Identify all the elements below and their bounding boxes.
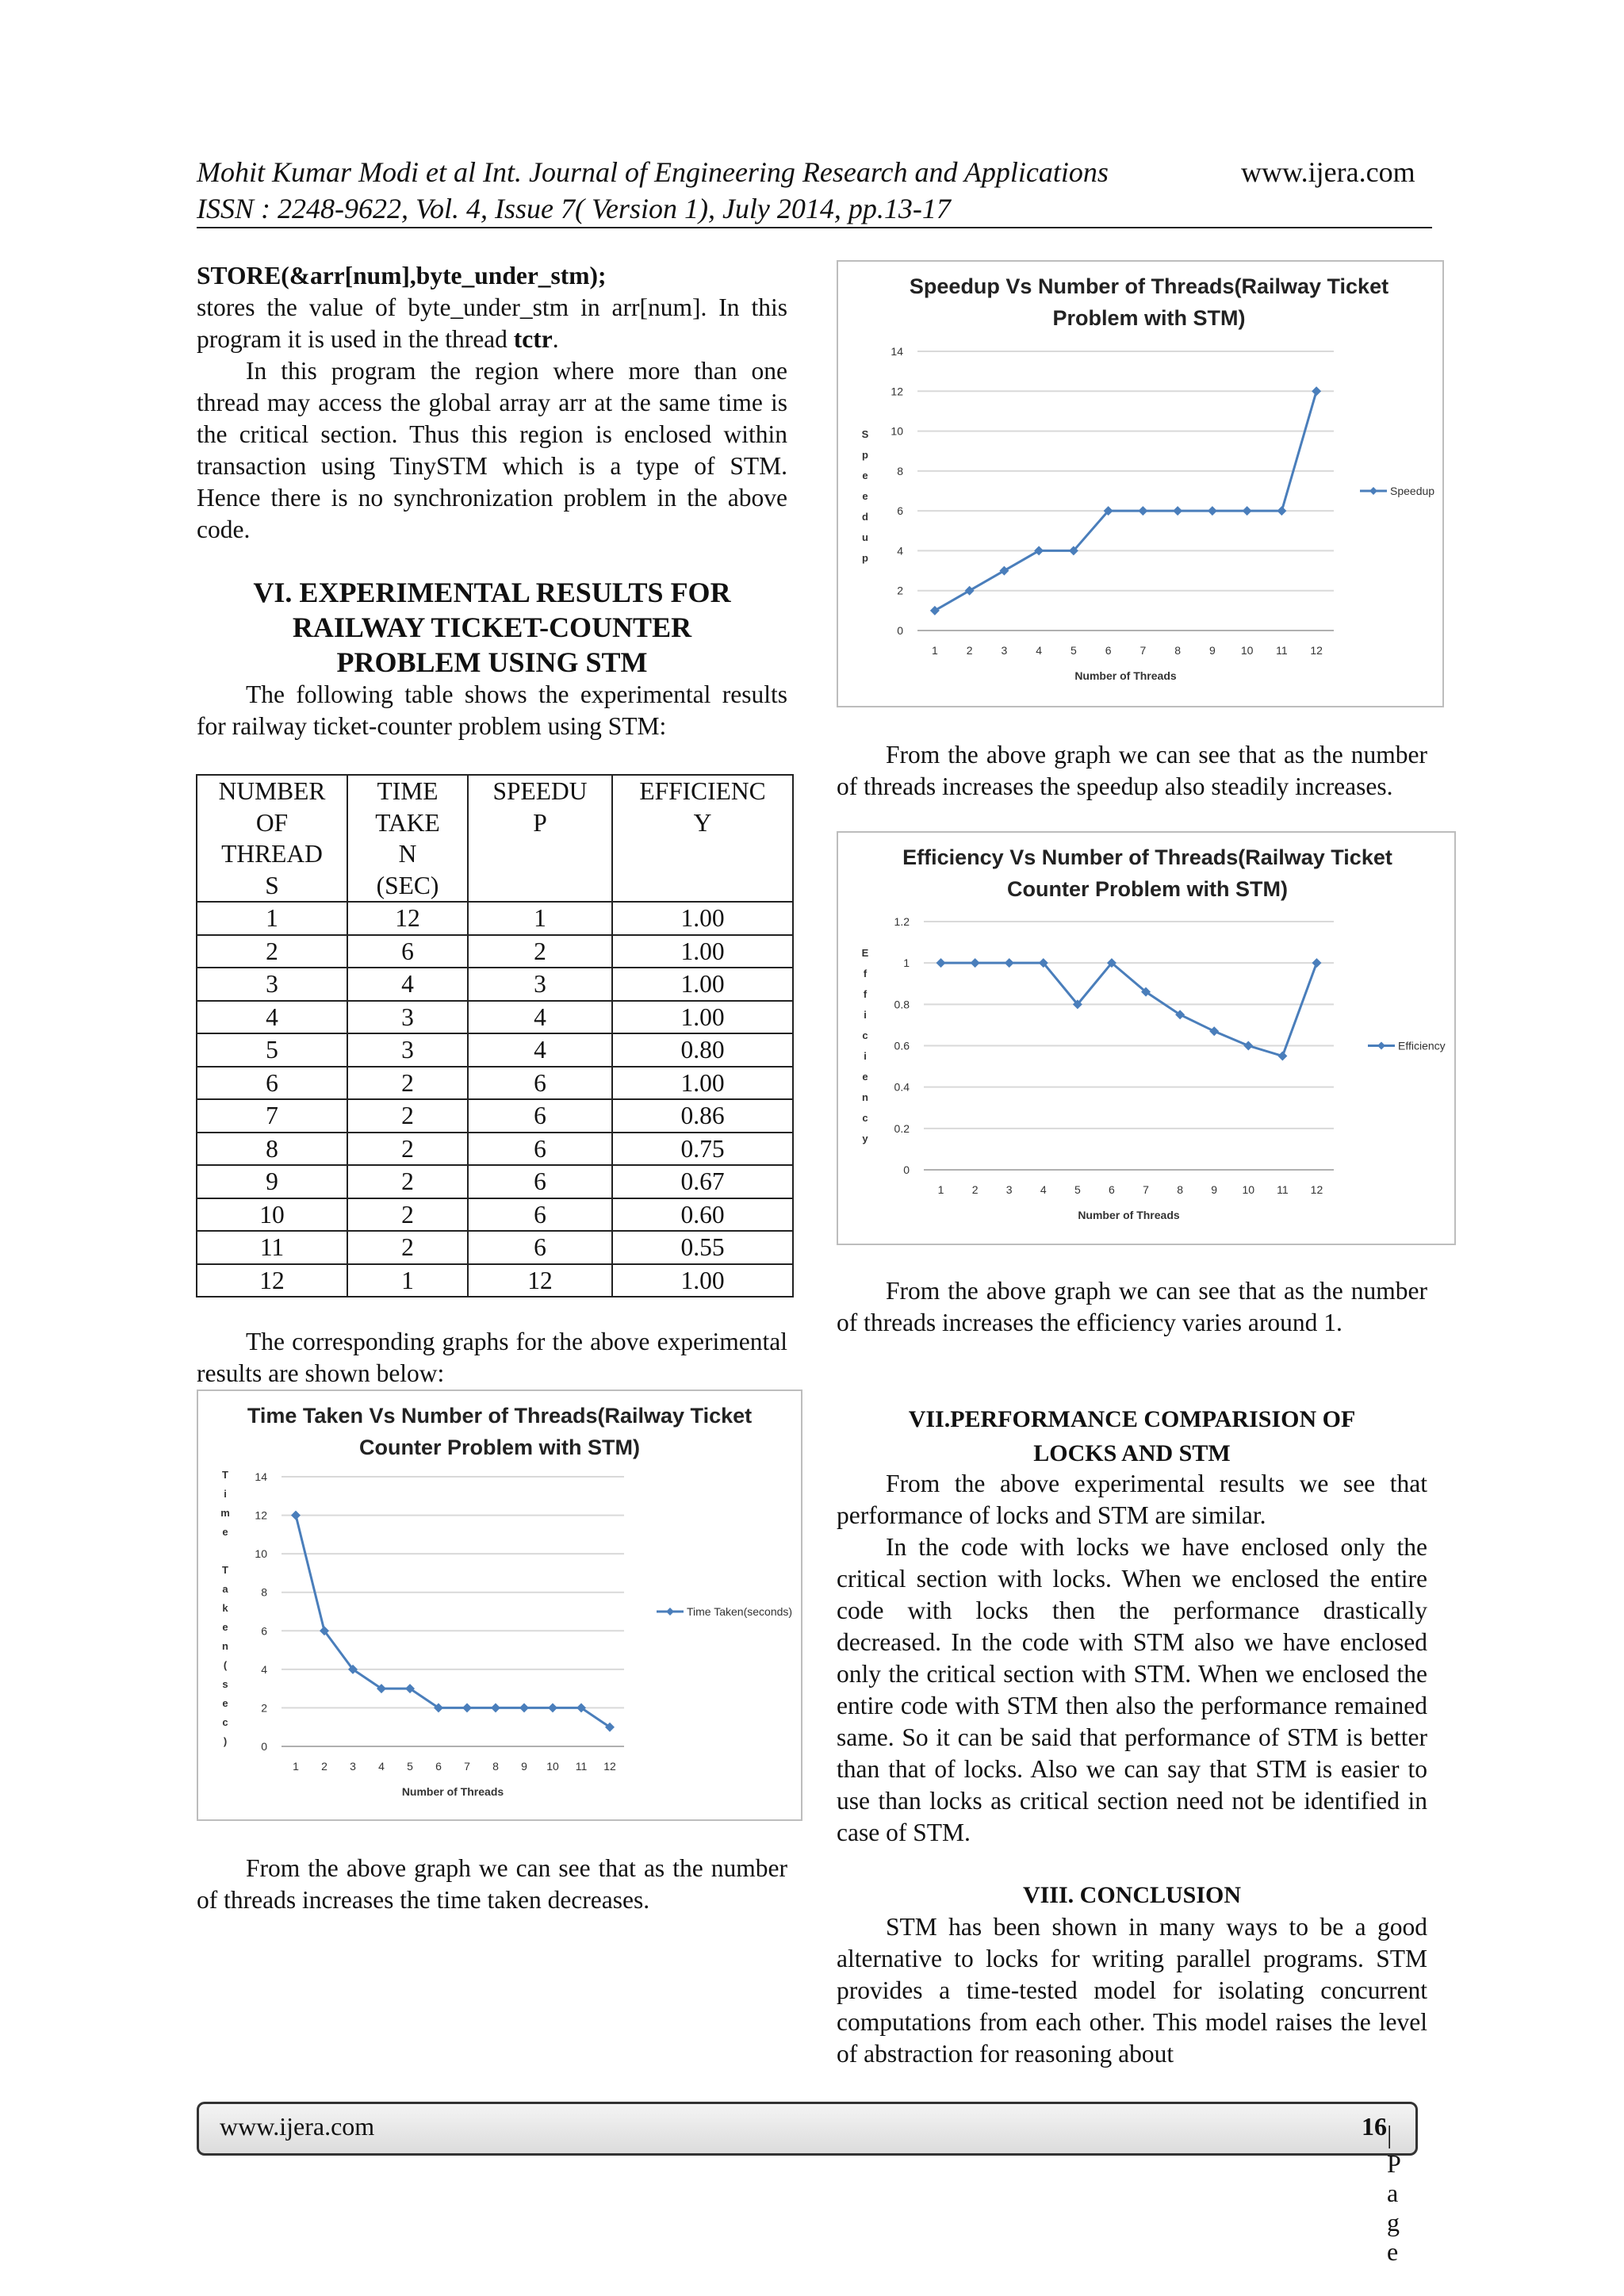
y-tick-label: 10 xyxy=(255,1547,267,1561)
header-speedup xyxy=(468,775,612,902)
x-tick-label: 8 xyxy=(1174,644,1182,657)
table-row xyxy=(197,1067,793,1100)
y-axis-title-char: E xyxy=(861,947,869,959)
legend-label: Efficiency xyxy=(1398,1039,1446,1052)
y-tick-label: 8 xyxy=(261,1585,267,1599)
x-tick-label: 3 xyxy=(350,1760,356,1773)
data-point xyxy=(1243,1041,1253,1051)
y-tick-label: 0.6 xyxy=(894,1039,910,1052)
table-intro: The following table shows the experimental results for railway ticket-counter problem using STM: xyxy=(197,680,787,740)
left-p1-end: . xyxy=(552,325,559,353)
left-paragraph-4 xyxy=(197,1326,787,1389)
series-line xyxy=(935,391,1316,611)
header-threads xyxy=(197,775,347,902)
data-point xyxy=(936,958,946,968)
header-line: S xyxy=(265,871,279,899)
x-tick-label: 4 xyxy=(378,1760,385,1773)
y-tick-label: 6 xyxy=(261,1624,267,1638)
y-axis-title-char: e xyxy=(222,1526,228,1538)
left-paragraph-3 xyxy=(197,679,787,742)
data-point xyxy=(930,606,940,615)
x-tick-label: 1 xyxy=(293,1760,299,1773)
table-cell: 1 xyxy=(197,902,347,935)
table-cell: 2 xyxy=(347,1099,468,1133)
y-axis-title-char: e xyxy=(862,490,868,502)
y-tick-label: 10 xyxy=(891,424,903,438)
y-axis-title-char: i xyxy=(224,1488,227,1500)
y-axis-title-char: p xyxy=(862,449,868,461)
legend-label: Speedup xyxy=(1390,485,1435,497)
section-6-heading-line3: PROBLEM USING STM xyxy=(336,646,648,678)
left-p1-text: stores the value of byte_under_stm in arr[num]. In this program it is used in the thread xyxy=(197,293,787,353)
x-tick-label: 5 xyxy=(407,1760,413,1773)
data-point xyxy=(548,1703,557,1712)
table-cell: 4 xyxy=(468,1033,612,1067)
conclusion-text: STM has been shown in many ways to be a good alternative to locks for writing parallel programs. STM provides a time-tested model for isolating concurrent computations from each other. This model raises the level of abstraction for reasoning about xyxy=(837,1913,1427,2068)
x-tick-label: 9 xyxy=(1211,1183,1218,1196)
table-cell: 2 xyxy=(347,1165,468,1198)
table-cell: 0.67 xyxy=(612,1165,793,1198)
speedup-conclusion: From the above graph we can see that as the number of threads increases the speedup also steadily increases. xyxy=(837,741,1427,800)
right-paragraph-5 xyxy=(837,1911,1427,2070)
y-tick-label: 0 xyxy=(261,1740,267,1753)
table-cell: 1.00 xyxy=(612,935,793,968)
data-point xyxy=(1173,506,1182,516)
graphs-intro: The corresponding graphs for the above experimental results are shown below: xyxy=(197,1328,787,1387)
y-tick-label: 12 xyxy=(891,385,903,398)
legend-marker xyxy=(666,1608,674,1616)
table-cell: 1.00 xyxy=(612,1264,793,1297)
table-cell: 2 xyxy=(347,1133,468,1166)
table-cell: 12 xyxy=(347,902,468,935)
time-conclusion: From the above graph we can see that as the number of threads increases the time taken decreases. xyxy=(197,1854,787,1914)
header-line: OF xyxy=(255,808,289,837)
data-point xyxy=(491,1703,500,1712)
x-tick-label: 8 xyxy=(1177,1183,1184,1196)
section-6-heading-line1: VI. EXPERIMENTAL RESULTS FOR xyxy=(253,577,731,608)
header-line: N xyxy=(398,840,417,868)
table-row xyxy=(197,1001,793,1034)
table-header-row xyxy=(197,775,793,902)
efficiency-conclusion: From the above graph we can see that as the number of threads increases the efficiency varies around 1. xyxy=(837,1277,1427,1336)
data-point xyxy=(965,586,975,596)
y-tick-label: 12 xyxy=(255,1508,267,1522)
x-tick-label: 7 xyxy=(1143,1183,1149,1196)
table-row xyxy=(197,968,793,1001)
table-cell: 4 xyxy=(468,1001,612,1034)
x-tick-label: 12 xyxy=(1310,1183,1323,1196)
x-tick-label: 11 xyxy=(1277,1183,1289,1196)
table-cell: 4 xyxy=(347,968,468,1001)
x-tick-label: 2 xyxy=(971,1183,979,1196)
y-axis-title-char: T xyxy=(222,1469,228,1481)
y-axis-title-char: T xyxy=(222,1564,228,1576)
x-tick-label: 9 xyxy=(1208,644,1216,657)
table-row xyxy=(197,935,793,968)
table-row xyxy=(197,1231,793,1264)
y-tick-label: 0 xyxy=(897,624,903,637)
time-chart-svg xyxy=(198,1391,801,1819)
header-time xyxy=(347,775,468,902)
x-axis-title: Number of Threads xyxy=(1078,1209,1180,1221)
table-cell: 5 xyxy=(197,1033,347,1067)
header-rule xyxy=(197,227,1432,228)
x-tick-label: 11 xyxy=(575,1760,588,1773)
y-tick-label: 0.8 xyxy=(894,998,910,1011)
legend-label: Time Taken(seconds) xyxy=(687,1605,793,1618)
chart-title: Counter Problem with STM) xyxy=(359,1435,640,1459)
chart-title: Speedup Vs Number of Threads(Railway Ticket xyxy=(909,274,1389,298)
table-row xyxy=(197,902,793,935)
data-point xyxy=(1277,1052,1287,1061)
table-cell: 2 xyxy=(197,935,347,968)
x-tick-label: 12 xyxy=(1310,644,1323,657)
journal-header-line2: ISSN : 2248-9622, Vol. 4, Issue 7( Version 1), July 2014, pp.13-17 xyxy=(197,193,951,224)
y-axis-title-char: c xyxy=(862,1029,868,1041)
x-tick-label: 10 xyxy=(1240,644,1254,657)
header-line: Y xyxy=(693,808,712,837)
table-cell: 6 xyxy=(347,935,468,968)
y-axis-title-char: d xyxy=(862,511,868,523)
table-row xyxy=(197,1198,793,1232)
journal-header-site[interactable]: www.ijera.com xyxy=(1241,156,1415,188)
section-7-heading-line1: VII.PERFORMANCE COMPARISION OF xyxy=(908,1406,1356,1432)
data-point xyxy=(1312,386,1321,396)
x-tick-label: 7 xyxy=(464,1760,470,1773)
x-tick-label: 6 xyxy=(1105,644,1112,657)
header-line: (SEC) xyxy=(376,871,439,899)
table-cell: 0.60 xyxy=(612,1198,793,1232)
legend-marker xyxy=(1377,1042,1385,1050)
table-body xyxy=(197,902,793,1297)
x-axis-title: Number of Threads xyxy=(1074,669,1177,682)
y-axis-title-char: u xyxy=(862,531,868,543)
footer-site[interactable]: www.ijera.com xyxy=(220,2112,375,2141)
page-footer xyxy=(197,2102,1418,2266)
y-tick-label: 0.2 xyxy=(894,1121,910,1135)
x-tick-label: 10 xyxy=(1242,1183,1255,1196)
table-row xyxy=(197,1033,793,1067)
table-cell: 1.00 xyxy=(612,902,793,935)
x-tick-label: 2 xyxy=(966,644,973,657)
table-cell: 11 xyxy=(197,1231,347,1264)
x-tick-label: 9 xyxy=(521,1760,527,1773)
right-paragraph-3-4 xyxy=(837,1468,1427,1849)
page-number: 16 xyxy=(1362,2112,1387,2141)
x-tick-label: 6 xyxy=(435,1760,442,1773)
series-line xyxy=(941,963,1317,1056)
x-tick-label: 3 xyxy=(1001,644,1008,657)
header-line: NUMBER xyxy=(218,777,326,805)
x-tick-label: 4 xyxy=(1040,1183,1047,1196)
table-cell: 7 xyxy=(197,1099,347,1133)
table-cell: 6 xyxy=(468,1231,612,1264)
left-paragraph-2: In this program the region where more than one thread may access the global array arr at the same time is the critical section. Thus this region is enclosed within transaction using TinySTM which is a type of STM. Hence there is no synchronization problem in the above code. xyxy=(197,357,787,543)
data-point xyxy=(519,1703,529,1712)
y-axis-title-char: k xyxy=(222,1602,228,1614)
header-line: EFFICIENC xyxy=(639,777,766,805)
page-label: | P a g e xyxy=(1387,2120,1400,2266)
efficiency-chart-svg xyxy=(838,833,1454,1244)
y-axis-title-char: e xyxy=(222,1697,228,1709)
x-axis-title: Number of Threads xyxy=(401,1785,504,1798)
table-row xyxy=(197,1099,793,1133)
y-axis-title-char: p xyxy=(862,552,868,564)
table-cell: 0.55 xyxy=(612,1231,793,1264)
y-tick-label: 0.4 xyxy=(894,1080,910,1094)
section-8-heading: VIII. CONCLUSION xyxy=(1022,1882,1242,1908)
left-paragraph-5 xyxy=(197,1853,787,1916)
table-cell: 3 xyxy=(197,968,347,1001)
y-tick-label: 0 xyxy=(903,1163,910,1176)
header-line: TAKE xyxy=(375,808,440,837)
table-cell: 1.00 xyxy=(612,968,793,1001)
x-tick-label: 2 xyxy=(321,1760,327,1773)
header-line: P xyxy=(533,808,547,837)
chart-title: Counter Problem with STM) xyxy=(1007,877,1288,901)
y-axis-title-char: n xyxy=(222,1640,228,1652)
y-axis-title-char: ) xyxy=(223,1735,228,1747)
table-cell: 6 xyxy=(468,1099,612,1133)
table-cell: 9 xyxy=(197,1165,347,1198)
y-tick-label: 4 xyxy=(261,1662,267,1676)
table-cell: 12 xyxy=(197,1264,347,1297)
x-tick-label: 11 xyxy=(1276,644,1288,657)
data-point xyxy=(999,566,1009,576)
y-tick-label: 14 xyxy=(255,1470,267,1483)
y-axis-title-char: e xyxy=(862,470,868,481)
data-point xyxy=(1208,506,1217,516)
x-tick-label: 5 xyxy=(1074,1183,1081,1196)
y-axis-title-char: S xyxy=(861,428,869,440)
data-point xyxy=(1138,506,1147,516)
y-axis-title-char: ( xyxy=(223,1659,228,1671)
x-tick-label: 1 xyxy=(931,644,938,657)
table-cell: 12 xyxy=(468,1264,612,1297)
table-row xyxy=(197,1264,793,1297)
header-line: SPEEDU xyxy=(492,777,588,805)
table-cell: 2 xyxy=(347,1198,468,1232)
y-axis-title-char: m xyxy=(220,1507,230,1519)
table-cell: 3 xyxy=(347,1001,468,1034)
table-cell: 6 xyxy=(468,1133,612,1166)
x-tick-label: 3 xyxy=(1005,1183,1013,1196)
x-tick-label: 7 xyxy=(1139,644,1147,657)
table-cell: 0.75 xyxy=(612,1133,793,1166)
chart-title: Time Taken Vs Number of Threads(Railway Ticket xyxy=(247,1404,753,1428)
tctr-term: tctr xyxy=(513,325,553,353)
speedup-chart-svg xyxy=(838,262,1442,706)
header-efficiency xyxy=(612,775,793,902)
y-tick-label: 8 xyxy=(897,464,903,477)
y-axis-title-char: a xyxy=(222,1583,228,1595)
y-tick-label: 14 xyxy=(891,345,903,358)
x-tick-label: 8 xyxy=(492,1760,499,1773)
right-paragraph-2 xyxy=(837,1275,1427,1339)
table-cell: 2 xyxy=(347,1067,468,1100)
efficiency-chart xyxy=(837,831,1456,1245)
table-row xyxy=(197,1133,793,1166)
y-axis-title-char: f xyxy=(863,968,868,979)
table-cell: 3 xyxy=(347,1033,468,1067)
x-tick-label: 12 xyxy=(603,1760,616,1773)
left-paragraph-1 xyxy=(197,292,787,355)
header-line: TIME xyxy=(377,777,439,805)
data-point xyxy=(1277,506,1286,516)
x-tick-label: 10 xyxy=(546,1760,559,1773)
table-cell: 2 xyxy=(468,935,612,968)
header-line: THREAD xyxy=(221,840,323,868)
y-axis-title-char: c xyxy=(222,1716,228,1728)
y-tick-label: 6 xyxy=(897,504,903,518)
table-cell: 2 xyxy=(347,1231,468,1264)
section-6-heading-line2: RAILWAY TICKET-COUNTER xyxy=(292,611,692,643)
y-axis-title-char: y xyxy=(862,1133,868,1144)
x-tick-label: 6 xyxy=(1109,1183,1115,1196)
table-cell: 10 xyxy=(197,1198,347,1232)
data-point xyxy=(1312,958,1321,968)
y-axis-title-char: f xyxy=(863,988,868,1000)
series-line xyxy=(296,1516,610,1727)
table-cell: 6 xyxy=(468,1198,612,1232)
left-column-intro xyxy=(197,260,787,546)
time-chart xyxy=(197,1389,802,1821)
legend-marker xyxy=(1369,487,1377,495)
table-cell: 6 xyxy=(468,1165,612,1198)
data-point xyxy=(1034,546,1044,555)
table-cell: 6 xyxy=(197,1067,347,1100)
store-code: STORE(&arr[num],byte_under_stm); xyxy=(197,262,607,289)
x-tick-label: 1 xyxy=(937,1183,944,1196)
y-axis-title-char: e xyxy=(222,1621,228,1633)
y-tick-label: 2 xyxy=(897,584,903,597)
footer-page xyxy=(1362,2112,1400,2266)
data-point xyxy=(1005,958,1014,968)
table-cell: 0.80 xyxy=(612,1033,793,1067)
data-point xyxy=(462,1703,472,1712)
y-tick-label: 1.2 xyxy=(894,915,910,928)
y-axis-title-char: s xyxy=(222,1678,228,1690)
data-point xyxy=(291,1511,301,1520)
data-point xyxy=(1209,1026,1219,1036)
y-axis-title-char: n xyxy=(862,1091,868,1103)
y-axis-title-char: i xyxy=(864,1050,867,1062)
y-axis-title-char: c xyxy=(862,1112,868,1124)
table-cell: 8 xyxy=(197,1133,347,1166)
data-point xyxy=(971,958,980,968)
journal-header-line1: Mohit Kumar Modi et al Int. Journal of Engineering Research and Applications xyxy=(197,156,1109,188)
table-row xyxy=(197,1165,793,1198)
chart-title: Efficiency Vs Number of Threads(Railway Ticket xyxy=(902,845,1392,869)
performance-details: In the code with locks we have enclosed only the critical section with locks. When we enclosed the entire code with locks then the performance drastically decreased. In the code with STM also we have enclosed only the critical section with STM. When we enclosed the entire code with STM then also the performance remained same. So it can be said that performance of STM is better than that of locks. Also we can say that STM is easier to use than locks as critical section need not be identified in case of STM. xyxy=(837,1533,1427,1846)
table-cell: 1.00 xyxy=(612,1067,793,1100)
data-point xyxy=(1243,506,1252,516)
speedup-chart xyxy=(837,260,1444,707)
table-cell: 6 xyxy=(468,1067,612,1100)
x-tick-label: 5 xyxy=(1070,644,1077,657)
results-table xyxy=(196,774,794,1297)
chart-title: Problem with STM) xyxy=(1052,306,1246,330)
y-tick-label: 1 xyxy=(903,956,910,970)
y-tick-label: 4 xyxy=(897,544,903,558)
table-cell: 3 xyxy=(468,968,612,1001)
table-cell: 1 xyxy=(468,902,612,935)
y-axis-title-char: i xyxy=(864,1009,867,1021)
section-7-heading-line2: LOCKS AND STM xyxy=(1033,1440,1231,1466)
x-tick-label: 4 xyxy=(1036,644,1043,657)
table-cell: 1.00 xyxy=(612,1001,793,1034)
performance-summary: From the above experimental results we see that performance of locks and STM are similar. xyxy=(837,1470,1427,1529)
table-cell: 4 xyxy=(197,1001,347,1034)
table-cell: 1 xyxy=(347,1264,468,1297)
y-tick-label: 2 xyxy=(261,1701,267,1715)
right-paragraph-1 xyxy=(837,739,1427,803)
y-axis-title-char: e xyxy=(862,1071,868,1083)
table-cell: 0.86 xyxy=(612,1099,793,1133)
